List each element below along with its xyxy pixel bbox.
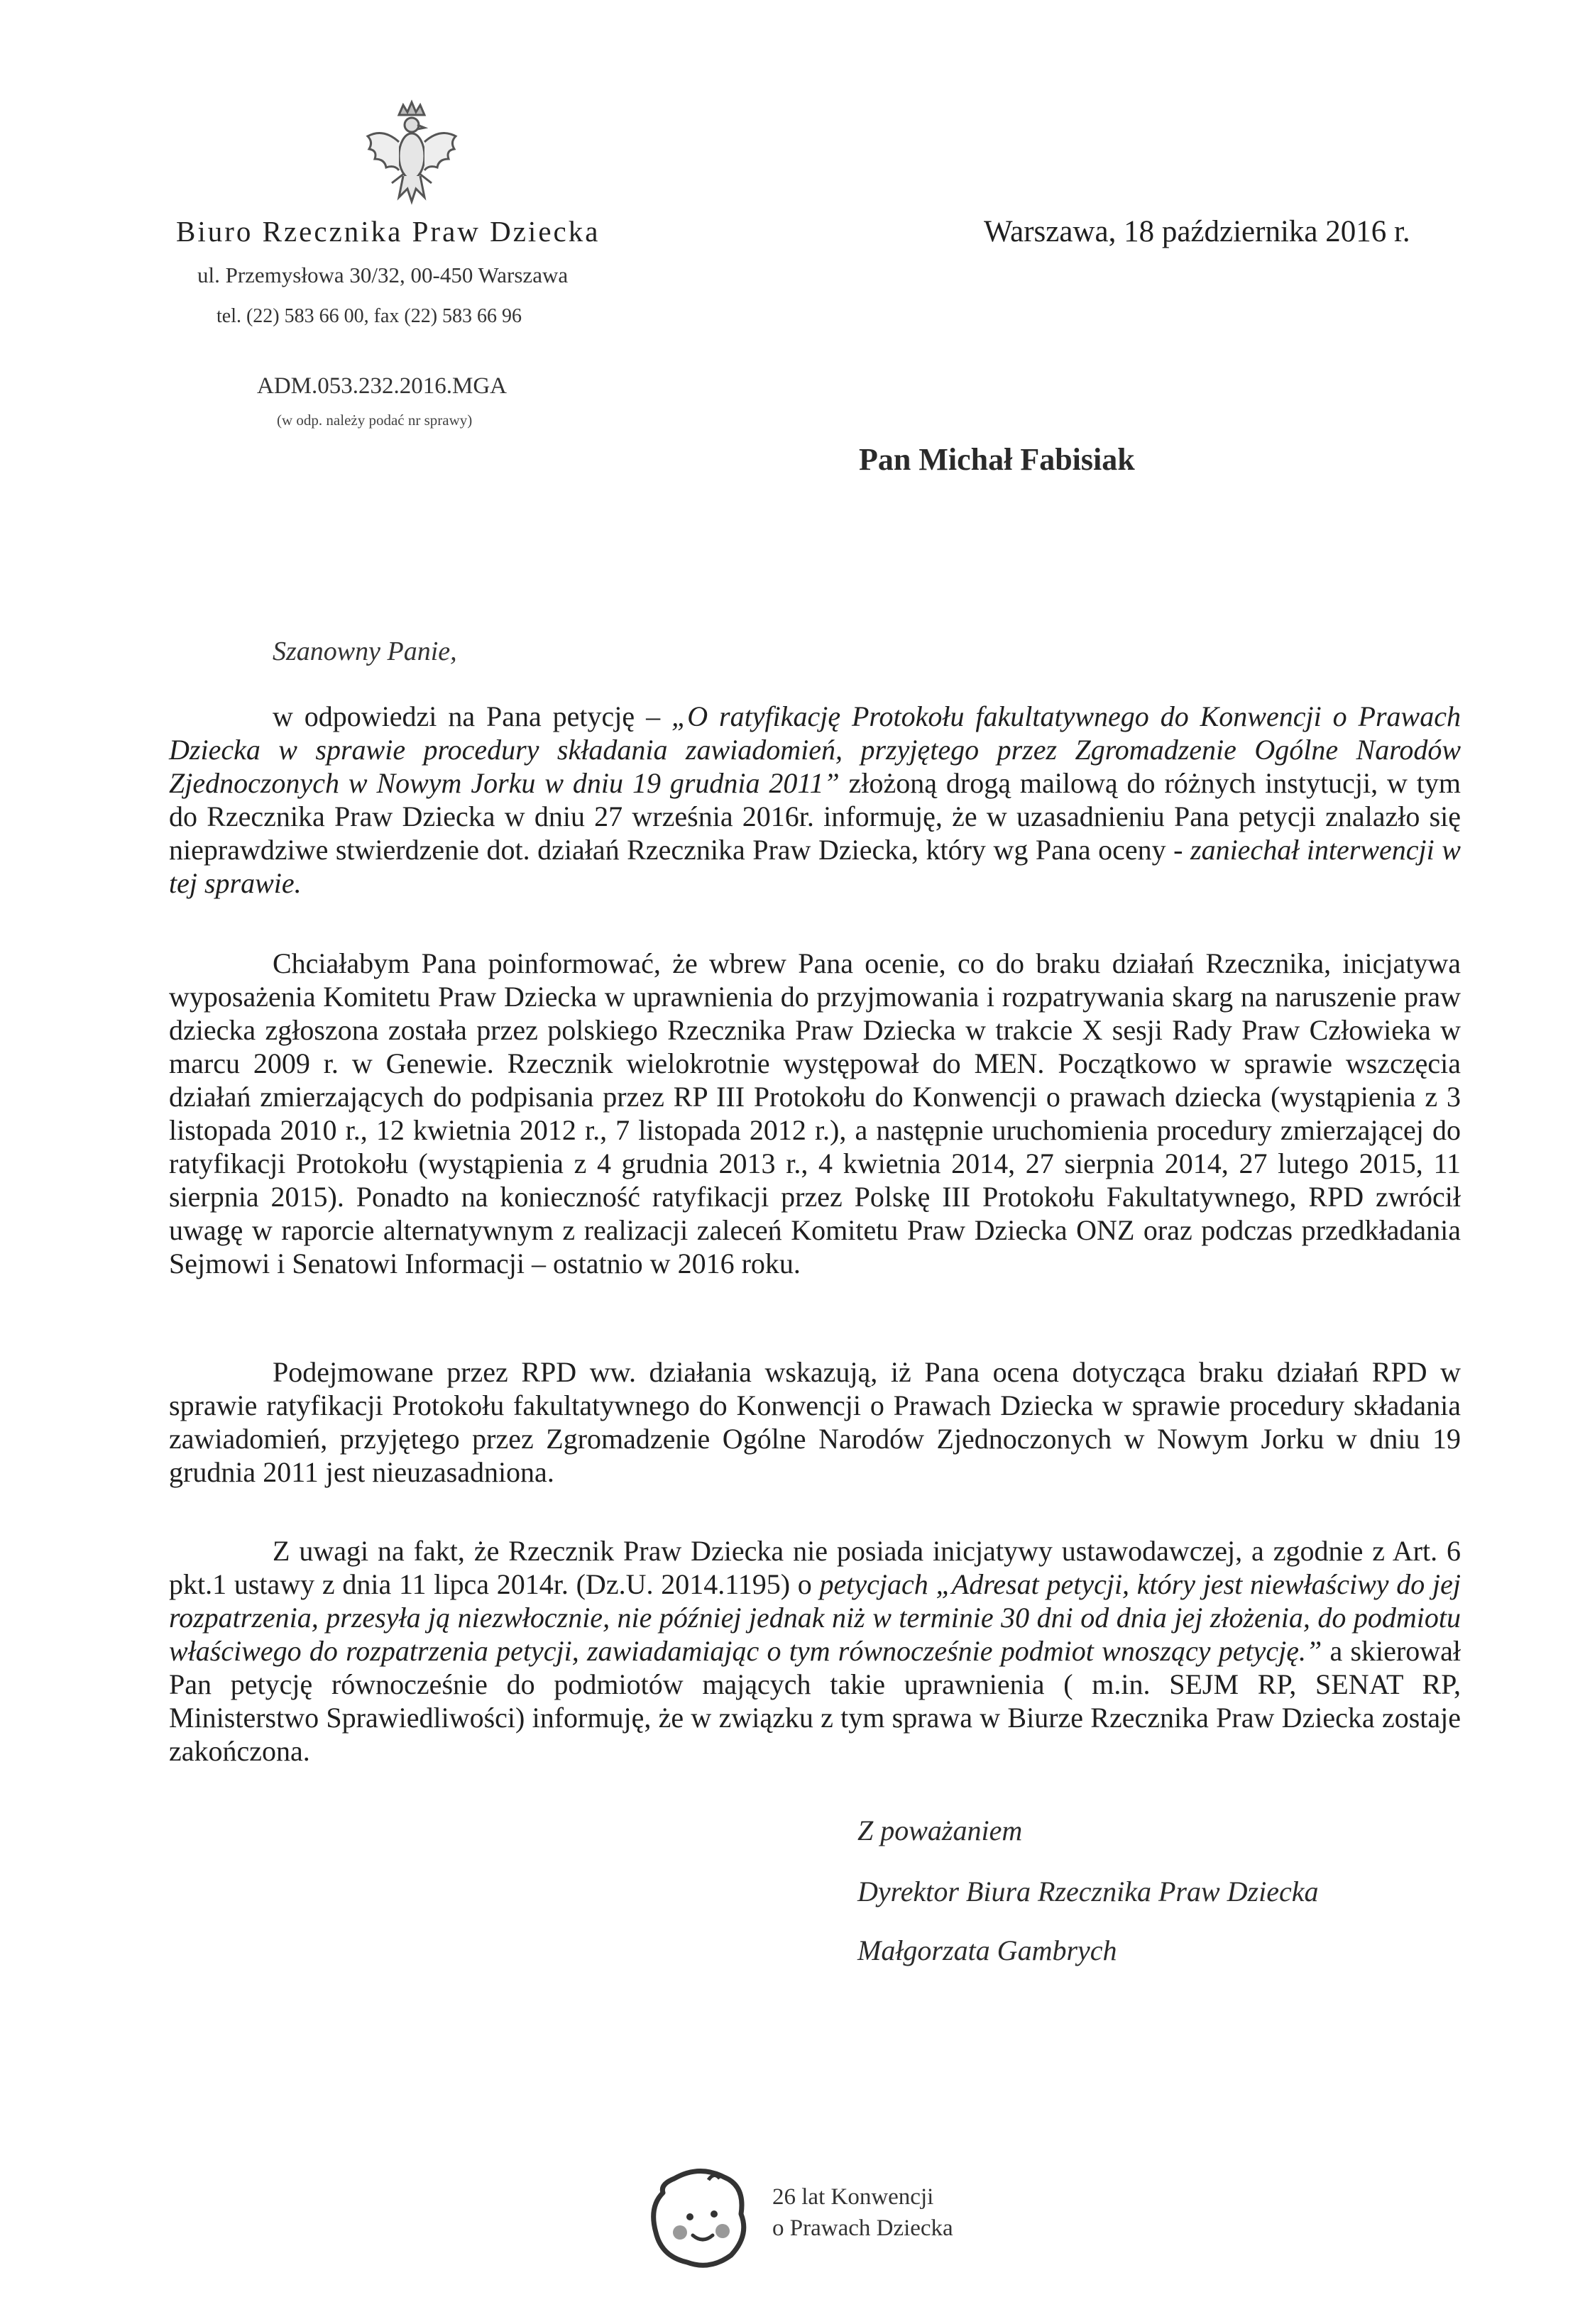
case-note: (w odp. należy podać nr sprawy) xyxy=(277,412,473,429)
child-face-logo-icon xyxy=(646,2164,752,2271)
paragraph-4-intro: Z uwagi na fakt, że Rzecznik Praw Dziecka nie posiada inicjatywy ustawodawczej, a zgodnie z Art. 6 pkt.1 ustawy z dnia 11 lipca 2014r. (Dz.U. 2014.1195) o xyxy=(169,1535,1461,1600)
paragraph-4-body: a skierował Pan petycję równocześnie do podmiotów mających takie uprawnienia ( m.in. SEJM RP, SENAT RP, Ministerstwo Sprawiedliwości) informuję, że w związku z tym sprawa w Biurze Rzecznika Praw Dziecka zostaje zakończona. xyxy=(169,1635,1461,1767)
paragraph-1-body: złożoną drogą mailową do różnych instytucji, w tym do Rzecznika Praw Dziecka w dniu 27 września 2016r. informuję, że w uzasadnieniu Pana petycji znalazło się nieprawdziwe stwierdzenie dot. działań Rzecznika Praw Dziecka, który wg Pana oceny - xyxy=(169,767,1461,866)
white-eagle-emblem-icon xyxy=(362,99,461,206)
paragraph-2-text: Chciałabym Pana poinformować, że wbrew Pana ocenie, co do braku działań Rzecznika, inicjatywa wyposażenia Komitetu Praw Dziecka w uprawnienia do przyjmowania i rozpatrywania skarg na naruszenie praw dziecka zgłoszona została przez polskiego Rzecznika Praw Dziecka w trakcie X sesji Rady Praw Człowieka w marcu 2009 r. w Genewie. Rzecznik wielokrotnie występował do MEN. Początkowo w sprawie wszczęcia działań zmierzających do podpisania przez RP III Protokołu do Konwencji o prawach dziecka (wystąpienia z 3 listopada 2010 r., 12 kwietnia 2012 r., 7 listopada 2012 r.), a następnie uruchomienia procedury zmierzającej do ratyfikacji Protokołu (wystąpienia z 4 grudnia 2013 r., 4 kwietnia 2014, 27 sierpnia 2014, 27 lutego 2015, 11 sierpnia 2015). Ponadto na konieczność ratyfikacji przez Polskę III Protokołu Fakultatywnego, RPD zwrócił uwagę w raporcie alternatywnym z realizacji zaleceń Komitetu Praw Dziecka ONZ oraz podczas przedkładania Sejmowi i Senatowi Informacji – ostatnio w 2016 roku. xyxy=(169,947,1461,1279)
case-number: ADM.053.232.2016.MGA xyxy=(257,373,508,399)
footer-text-line-2: o Prawach Dziecka xyxy=(772,2215,953,2241)
law-quote: petycjach „Adresat petycji, który jest niewłaściwy do jej rozpatrzenia, przesyła ją niezwłocznie, nie później jednak niż w terminie 30 dni od dnia jej złożenia, do podmiotu właściwego do rozpatrzenia petycji, zawiadamiając o tym równocześnie podmiot wnoszący petycję.” xyxy=(169,1568,1461,1667)
petition-title-quote: „O ratyfikację Protokołu fakultatywnego do Konwencji o Prawach Dziecka w sprawie procedury składania zawiadomień, przyjętego przez Zgromadzenie Ogólne Narodów Zjednoczonych w Nowym Jorku w dniu 19 grudnia 2011” xyxy=(169,700,1461,799)
signature-closing: Z poważaniem xyxy=(857,1814,1023,1846)
footer-text-line-1: 26 lat Konwencji xyxy=(772,2184,934,2210)
recipient-name: Pan Michał Fabisiak xyxy=(859,442,1135,477)
signature-title: Dyrektor Biura Rzecznika Praw Dziecka xyxy=(857,1876,1319,1907)
office-address: ul. Przemysłowa 30/32, 00-450 Warszawa xyxy=(197,263,569,287)
office-phone: tel. (22) 583 66 00, fax (22) 583 66 96 xyxy=(216,305,522,327)
paragraph-4 xyxy=(169,1534,1461,1768)
office-name: Biuro Rzecznika Praw Dziecka xyxy=(176,215,600,248)
salutation: Szanowny Panie, xyxy=(273,637,457,666)
paragraph-3-text: Podejmowane przez RPD ww. działania wskazują, iż Pana ocena dotycząca braku działań RPD w sprawie ratyfikacji Protokołu fakultatywnego do Konwencji o Prawach Dziecka w sprawie procedury składania zawiadomień, przyjętego przez Zgromadzenie Ogólne Narodów Zjednoczonych w Nowym Jorku w dniu 19 grudnia 2011 jest nieuzasadniona. xyxy=(169,1356,1461,1488)
place-date: Warszawa, 18 października 2016 r. xyxy=(984,215,1410,248)
paragraph-3 xyxy=(169,1355,1461,1489)
signature-name: Małgorzata Gambrych xyxy=(857,1934,1117,1966)
paragraph-1 xyxy=(169,700,1461,900)
paragraph-1-intro: w odpowiedzi na Pana petycję – xyxy=(273,700,671,732)
paragraph-2 xyxy=(169,947,1461,1280)
quoted-claim: zaniechał interwencji w tej sprawie. xyxy=(169,834,1461,899)
